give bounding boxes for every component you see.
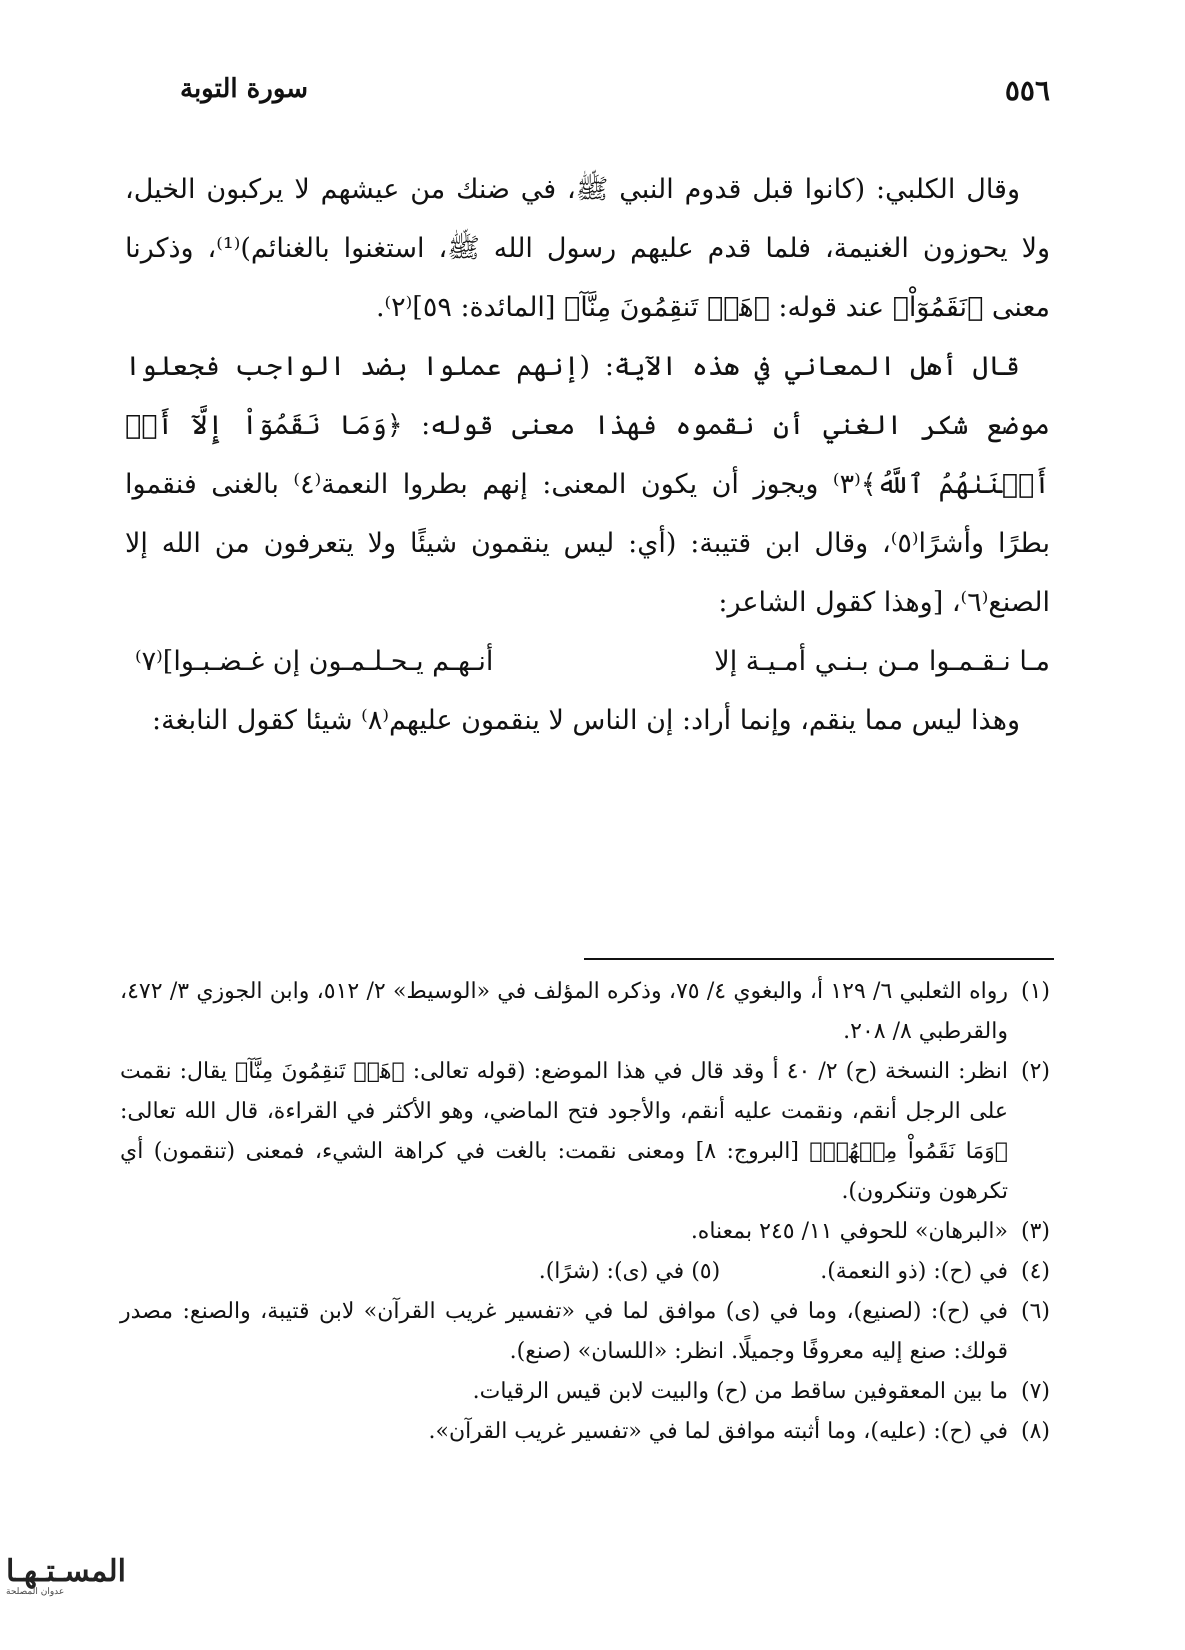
surah-title: سورة التوبة [180,74,309,104]
page-header [180,70,1050,118]
footnote-6 [120,1292,1050,1372]
watermark-subtext: عدوان المصلحة [6,1587,65,1597]
page-number: ٥٥٦ [1004,74,1050,107]
footnote-number: (٣) [1020,1219,1050,1244]
watermark-text: المسـتـهـا [6,1554,126,1589]
footnote-number: (٤) [1020,1259,1050,1284]
poem-verse [125,632,1050,691]
poem-first-hemistich: مـا نـقـمـوا مـن بـنـي أمـيـة إلا [714,646,1050,677]
footnote-text: في (ح): (ذو النعمة). [820,1259,1008,1284]
footnote-text: ما بين المعقوفين ساقط من (ح) والبيت لابن قيس الرقيات. [472,1379,1008,1404]
main-text [125,160,1050,750]
footnote-3 [120,1212,1050,1252]
footnote-number: (١) [1020,979,1050,1004]
footnote-2 [120,1052,1050,1212]
footnote-7 [120,1372,1050,1412]
watermark-logo [6,1554,126,1624]
footnote-text: في (ح): (لصنيع)، وما في (ى) موافق لما في «تفسير غريب القرآن» لابن قتيبة، والصنع: مصدر قولك: صنع إليه معروفًا وجميلًا. انظر: «اللسان» (صنع). [120,1299,1008,1364]
footnote-text: رواه الثعلبي ٦/ ١٢٩ أ، والبغوي ٤/ ٧٥، وذكره المؤلف في «الوسيط» ٢/ ٥١٢، وابن الجوزي ٣/ ٤٧٢، والقرطبي ٨/ ٢٠٨. [120,979,1009,1044]
footnote-number: (٥) [691,1259,721,1284]
paragraph-ahl-almaani: قال أهل المعاني في هذه الآية: (إنهم عملوا بضد الواجب فجعلوا موضع شكر الغني أن نقموه فهذا معنى قوله: ﴿وَمَا نَقَمُوٓاْ إِلَّآ أَنۡ أَغۡنَىٰهُمُ ٱللَّهُ﴾⁽٣⁾ ويجوز أن يكون المعنى: إنهم بطروا النعمة⁽٤⁾ بالغنى فنقموا بطرًا وأشرًا⁽٥⁾، وقال ابن قتيبة: (أي: ليس ينقمون شيئًا ولا يتعرفون من الله إلا الصنع⁽٦⁾، [وهذا كقول الشاعر: [125,351,1051,618]
footnote-text: انظر: النسخة (ح) ٢/ ٤٠ أ وقد قال في هذا الموضع: (قوله تعالى: ﴿هَلۡ تَنقِمُونَ مِنَّآ﴾ يقال: نقمت على الرجل أنقم، ونقمت عليه أنقم، والأجود فتح الماضي، وهو الأكثر في القراءة، قال الله تعالى: ﴿وَمَا نَقَمُواْ مِنۡهُمۡ﴾ [البروج: ٨] ومعنى نقمت: بالغت في كراهة الشيء، فمعنى (تنقمون) أي تكرهون وتنكرون). [120,1059,1008,1204]
footnote-number: (٨) [1020,1419,1050,1444]
paragraph-kalbi: وقال الكلبي: (كانوا قبل قدوم النبي ﷺ، في ضنك من عيشهم لا يركبون الخيل، ولا يحوزون الغنيمة، فلما قدم عليهم رسول الله ﷺ، استغنوا بالغنائم)⁽¹⁾، وذكرنا معنى ﴿نَقَمُوٓاْ﴾ عند قوله: ﴿هَلۡ تَنقِمُونَ مِنَّآ﴾ [المائدة: ٥٩]⁽٢⁾. [125,174,1050,323]
footnote-8 [120,1412,1050,1452]
paragraph-nabigha: وهذا ليس مما ينقم، وإنما أراد: إن الناس لا ينقمون عليهم⁽٨⁾ شيئا كقول النابغة: [151,705,1020,736]
footnotes [120,972,1050,1452]
footnote-4-5 [120,1252,1050,1292]
footnote-text: في (ح): (عليه)، وما أثبته موافق لما في «تفسير غريب القرآن». [428,1419,1008,1444]
footnote-number: (٧) [1020,1379,1050,1404]
footnote-text: «البرهان» للحوفي ١١/ ٢٤٥ بمعناه. [690,1219,1008,1244]
poem-second-hemistich: أنـهـم يـحـلـمـون إن غـضـبـوا]⁽٧⁾ [135,646,494,677]
footnote-divider [584,958,1054,960]
footnote-number: (٦) [1020,1299,1050,1324]
footnote-number: (٢) [1020,1059,1050,1084]
footnote-1 [120,972,1050,1052]
footnote-text: في (ى): (شرًا). [538,1259,685,1284]
